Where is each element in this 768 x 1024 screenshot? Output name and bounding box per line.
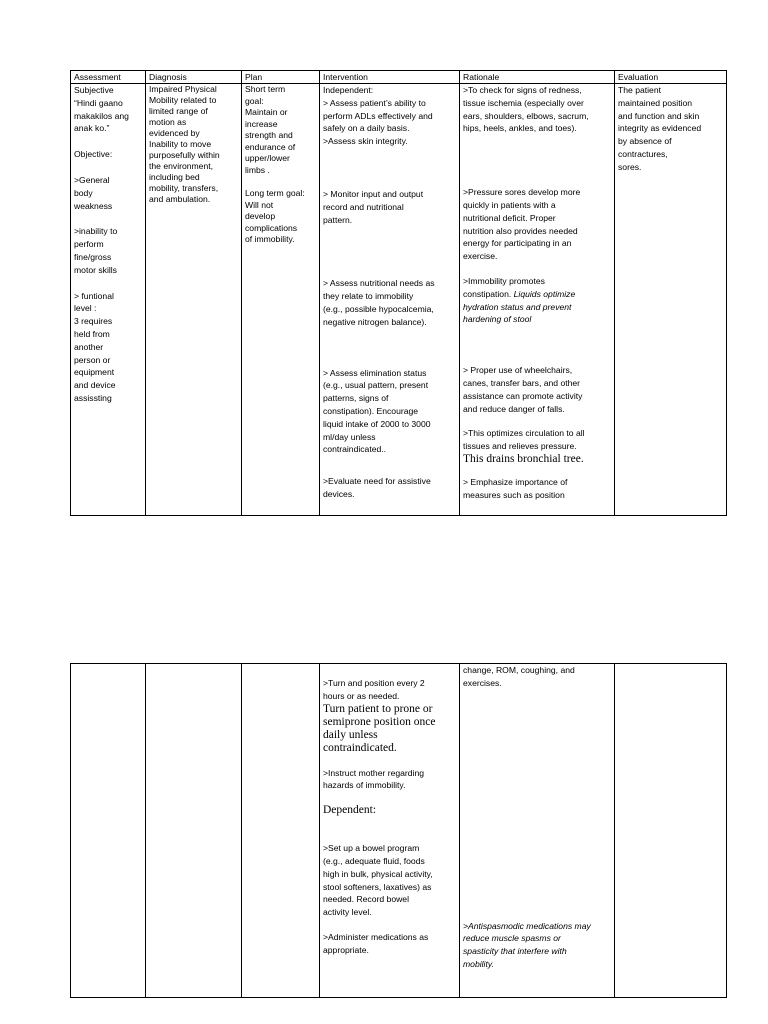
rationale-constipation-italic: Liquids optimize hydration status and prevent hardening of stool	[463, 288, 576, 325]
dependent-label: Dependent:	[323, 804, 377, 817]
rationale-antispasmodic: >Antispasmodic medications may reduce muscle spasms or spasticity that interfere with mobility.	[463, 920, 591, 969]
rationale-cell-continued	[460, 664, 615, 998]
assessment-cell	[71, 84, 146, 516]
rationale-skin-check: >To check for signs of redness, tissue ischemia (especially over ears, shoulders, elbows, sacrum, hips, heels, ankles, and toes).	[463, 85, 589, 134]
intervention-prone-position: Turn patient to prone or semiprone position once daily unless contraindicated.	[323, 702, 436, 754]
subjective-quote: “Hindi gaano makakilos ang anak ko.”	[74, 97, 129, 134]
objective-label: Objective:	[74, 149, 113, 160]
short-term-goal: Short term goal: Maintain or increase strength and endurance of upper/lower limbs .	[245, 84, 296, 175]
header-plan: Plan	[242, 71, 320, 84]
rationale-pressure-sores: >Pressure sores develop more quickly in patients with a nutritional deficit. Proper nutrition also provides needed energy for participating in an exercise.	[463, 187, 581, 262]
rationale-position-continued: change, ROM, coughing, and exercises.	[463, 665, 575, 688]
independent-label: Independent:	[323, 85, 374, 95]
rationale-constipation-text: >Immobility promotes constipation.	[463, 275, 545, 299]
diagnosis-text: Impaired Physical Mobility related to limited range of motion as evidenced by Inability to move purposefully within the environment, including bed mobility, transfers, and ambulation.	[149, 84, 220, 204]
diagnosis-cell-continued	[146, 664, 242, 998]
content-row	[71, 84, 727, 516]
header-intervention: Intervention	[320, 71, 460, 84]
diagnosis-cell	[146, 84, 242, 516]
assessment-cell-continued	[71, 664, 146, 998]
intervention-input-output: > Monitor input and output record and nutritional pattern.	[323, 188, 424, 225]
intervention-adl-skin: > Assess patient’s ability to perform ADLs effectively and safely on a daily basis. >Assess skin integrity.	[323, 97, 433, 147]
rationale-assistive-devices: > Proper use of wheelchairs, canes, transfer bars, and other assistance can promote activity and reduce danger of falls.	[463, 365, 583, 414]
content-row-continued	[71, 664, 727, 998]
header-evaluation: Evaluation	[615, 71, 727, 84]
plan-cell-continued	[242, 664, 320, 998]
rationale-cell	[460, 84, 615, 516]
intervention-nutrition: > Assess nutritional needs as they relate to immobility (e.g., possible hypocalcemia, negative nitrogen balance).	[323, 278, 435, 327]
intervention-cell-continued	[320, 664, 460, 998]
intervention-administer-meds: >Administer medications as appropriate.	[323, 931, 429, 955]
rationale-bronchial: This drains bronchial tree.	[463, 452, 584, 465]
intervention-instruct-mother: >Instruct mother regarding hazards of immobility.	[323, 767, 425, 791]
intervention-cell	[320, 84, 460, 516]
long-term-goal: Long term goal: Will not develop complications of immobility.	[245, 188, 305, 244]
evaluation-cell-continued	[615, 664, 727, 998]
header-row	[71, 71, 727, 84]
objective-item-functional-level: > funtional level : 3 requires held from another person or equipment and device assissting	[74, 290, 116, 403]
rationale-constipation	[463, 275, 611, 326]
objective-item-weakness: >General body weakness	[74, 174, 113, 211]
plan-cell	[242, 84, 320, 516]
intervention-bowel-program: >Set up a bowel program (e.g., adequate fluid, foods high in bulk, physical activity, stool softeners, laxatives) as needed. Record bowel activity level.	[323, 843, 433, 918]
subjective-label: Subjective	[74, 85, 114, 95]
care-plan-table-part-2	[70, 663, 727, 998]
objective-item-motor-skills: >inability to perform fine/gross motor skills	[74, 226, 118, 275]
evaluation-cell	[615, 84, 727, 516]
care-plan-table-part-1	[70, 70, 727, 516]
intervention-assistive-devices: >Evaluate need for assistive devices.	[323, 476, 431, 499]
intervention-turn-position: >Turn and position every 2 hours or as needed.	[323, 678, 425, 701]
header-rationale: Rationale	[460, 71, 615, 84]
header-assessment: Assessment	[71, 71, 146, 84]
evaluation-text: The patient maintained position and function and skin integrity as evidenced by absence of contractures, sores.	[618, 85, 702, 172]
header-diagnosis: Diagnosis	[146, 71, 242, 84]
intervention-elimination: > Assess elimination status (e.g., usual pattern, present patterns, signs of constipation). Encourage liquid intake of 2000 to 3000 ml/day unless contraindicated..	[323, 367, 431, 455]
rationale-circulation: >This optimizes circulation to all tissues and relieves pressure.	[463, 428, 585, 452]
rationale-position-measures: > Emphasize importance of measures such as position	[463, 476, 568, 500]
